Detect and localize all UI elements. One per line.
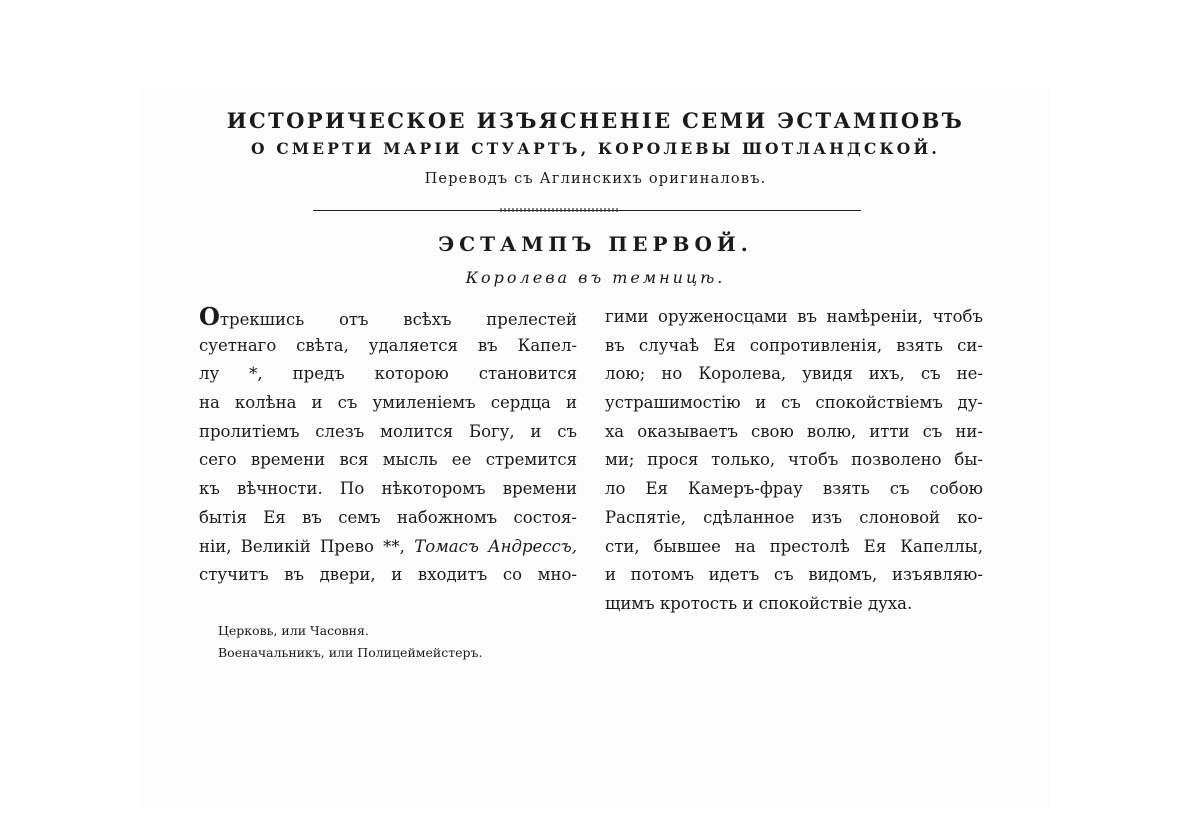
text-line: и потомъ идетъ съ видомъ, изъявляю-	[605, 565, 983, 585]
footnote: Церковь, или Часовня.	[218, 623, 369, 638]
person-name: Томасъ Андрессъ,	[414, 536, 578, 556]
page-title: ИСТОРИЧЕСКОЕ ИЗЪЯСНЕНІЕ СЕМИ ЭСТАМПОВЪ	[226, 108, 965, 133]
text-line: сти, бывшее на престолѣ Ея Капеллы,	[605, 536, 983, 556]
text-line: въ случаѣ Ея сопротивленія, взять си-	[605, 335, 983, 355]
text-line: стучитъ въ двери, и входитъ со мно-	[199, 565, 577, 585]
text-line: ми; прося только, чтобъ позволено бы-	[605, 450, 983, 470]
section-title: ЭСТАМПЪ ПЕРВОЙ.	[438, 232, 753, 256]
text-line: къ вѣчности. По нѣкоторомъ времени	[199, 479, 577, 499]
text-line-start: ніи, Великій Прево **,	[199, 536, 405, 556]
text-column-right	[605, 303, 983, 619]
text-line: суетнаго свѣта, удаляется въ Капел-	[199, 335, 577, 355]
text-line: ха оказываетъ свою волю, итти съ ни-	[605, 421, 983, 441]
text-line	[199, 533, 577, 562]
text-line: щимъ кротость и спокойствіе духа.	[605, 593, 913, 613]
text-line: Распятіе, сдѣланное изъ слоновой ко-	[605, 507, 983, 527]
text-line-rest: трекшись отъ всѣхъ прелестей	[219, 310, 577, 329]
text-line	[199, 303, 577, 332]
text-line: лу *, предъ которою становится	[199, 364, 577, 384]
rule-ornament	[500, 208, 620, 212]
section-subtitle: Королева въ темницѣ.	[465, 268, 726, 287]
text-line: бытія Ея въ семъ набожномъ состоя-	[199, 507, 577, 527]
text-line: гими оруженосцами въ намѣреніи, чтобъ	[605, 307, 983, 326]
text-column-left	[199, 303, 577, 590]
page-subtitle: О СМЕРТИ МАРІИ СТУАРТЪ, КОРОЛЕВЫ ШОТЛАНДСКОЙ.	[251, 139, 940, 158]
footnote: Военачальникъ, или Полицеймейстеръ.	[218, 645, 483, 660]
drop-initial: О	[199, 302, 220, 331]
translation-note: Переводъ съ Аглинскихъ оригиналовъ.	[424, 171, 767, 187]
text-line: лою; но Королева, увидя ихъ, съ не-	[605, 364, 983, 384]
text-line: на колѣна и съ умиленіемъ сердца и	[199, 393, 577, 413]
text-line: сего времени вся мысль ее стремится	[199, 450, 577, 470]
text-line: устрашимостію и съ спокойствіемъ ду-	[605, 393, 983, 413]
text-line: ло Ея Камеръ-фрау взять съ собою	[605, 479, 983, 499]
text-line: пролитіемъ слезъ молится Богу, и съ	[199, 421, 577, 441]
footnotes	[218, 620, 482, 664]
